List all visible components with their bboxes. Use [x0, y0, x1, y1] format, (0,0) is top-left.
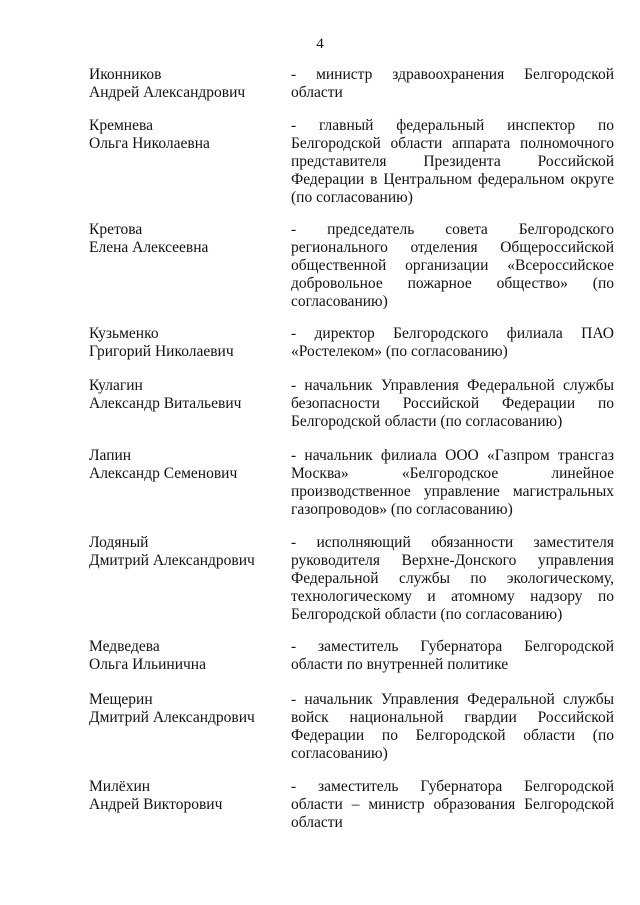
member-name	[89, 117, 279, 153]
member-name	[89, 691, 279, 727]
member-name	[89, 325, 279, 361]
member-surname: Лодяный	[89, 534, 149, 551]
member-role: - главный федеральный инспектор по Белгородской области аппарата полномочного представителя Президента Российской Федерации в Центральном федеральном округе (по согласованию)	[291, 117, 614, 206]
member-surname: Лапин	[89, 447, 132, 464]
member-given-names: Александр Витальевич	[89, 395, 242, 412]
member-role: - начальник Управления Федеральной службы безопасности Российской Федерации по Белгородской области (по согласованию)	[291, 377, 614, 430]
member-given-names: Григорий Николаевич	[89, 343, 234, 360]
member-role: - министр здравоохранения Белгородской области	[291, 66, 614, 101]
member-role: - заместитель Губернатора Белгородской области по внутренней политике	[291, 638, 614, 673]
member-surname: Кретова	[89, 221, 143, 238]
member-given-names: Ольга Ильинична	[89, 656, 206, 673]
member-role: - директор Белгородского филиала ПАО «Ростелеком» (по согласованию)	[291, 325, 614, 360]
member-surname: Кулагин	[89, 377, 143, 394]
member-name	[89, 638, 279, 674]
member-given-names: Андрей Александрович	[89, 84, 246, 101]
member-surname: Иконников	[89, 66, 162, 83]
member-name	[89, 66, 279, 102]
member-surname: Кузьменко	[89, 325, 159, 342]
member-name	[89, 221, 279, 257]
member-name	[89, 778, 279, 814]
member-role: - председатель совета Белгородского регионального отделения Общероссийской общественной организации «Всероссийское добровольное пожарное общество» (по согласованию)	[291, 221, 614, 310]
member-role: - исполняющий обязанности заместителя руководителя Верхне-Донского управления Федеральной службы по экологическому, технологическому и атомному надзору по Белгородской области (по согласованию)	[291, 534, 614, 623]
member-name	[89, 377, 279, 413]
member-given-names: Дмитрий Александрович	[89, 709, 255, 726]
member-surname: Милёхин	[89, 778, 151, 795]
member-role: - начальник филиала ООО «Газпром трансгаз Москва» «Белгородское линейное производственное управление магистральных газопроводов» (по согласованию)	[291, 447, 614, 518]
member-given-names: Андрей Викторович	[89, 796, 223, 813]
member-given-names: Елена Алексеевна	[89, 239, 209, 256]
member-given-names: Александр Семенович	[89, 465, 238, 482]
member-surname: Кремнева	[89, 117, 153, 134]
member-surname: Мещерин	[89, 691, 153, 708]
member-role: - начальник Управления Федеральной службы войск национальной гвардии Российской Федерации по Белгородской области (по согласованию)	[291, 691, 614, 762]
member-given-names: Ольга Николаевна	[89, 135, 210, 152]
member-surname: Медведева	[89, 638, 160, 655]
member-name	[89, 534, 279, 570]
member-name	[89, 447, 279, 483]
member-role: - заместитель Губернатора Белгородской области – министр образования Белгородской области	[291, 778, 614, 831]
member-given-names: Дмитрий Александрович	[89, 552, 255, 569]
page-number: 4	[316, 36, 324, 52]
